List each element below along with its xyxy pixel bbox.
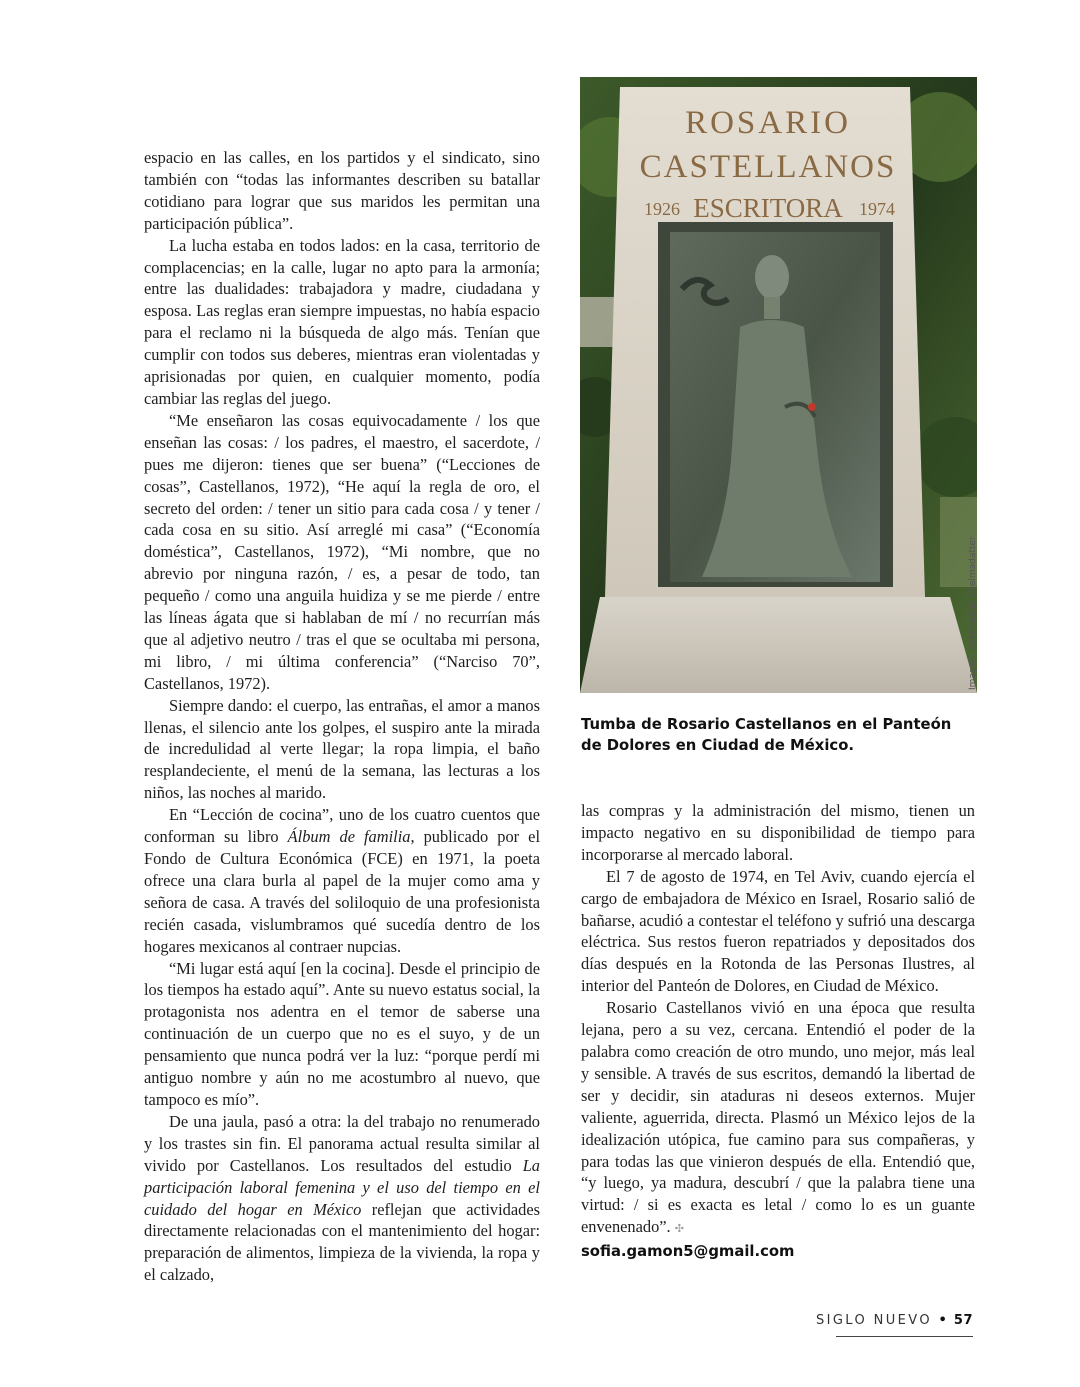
page-footer — [816, 1313, 973, 1328]
inscription-name-last: CASTELLANOS — [639, 149, 897, 185]
book-title: Álbum de familia — [287, 827, 411, 847]
inscription-year-death: 1974 — [859, 199, 895, 219]
paragraph: Siempre dando: el cuerpo, las entrañas, el amor a manos llenas, el silencio ante los golpes, el suspiro ante la mirada de incredulidad al verte llegar; la ropa limpia, el baño resplandeciente, el menú de la semana, las lecturas a los niños, las noches al marido. — [144, 695, 540, 803]
text-run: En “Lección de cocina”, uno de los cuatro cuentos que conforman su libro — [144, 805, 540, 847]
right-column — [581, 800, 975, 1263]
footer-divider — [836, 1336, 973, 1337]
paragraph: “Mi lugar está aquí [en la cocina]. Desde el principio de los tiempos ha estado aquí”. Ante su nuevo estatus social, la protagonista nos adentra en el temor de saberse una continuación de un cuerpo que no es el suyo, y de un pensamiento que nunca podrá ver la luz: “porque perdí mi antiguo nombre y aún no me acostumbro al nuevo, que tampoco es mío”. — [144, 958, 540, 1109]
text-run: De una jaula, pasó a otra: la del trabajo no renumerado y los trastes sin fin. El panorama actual resulta similar al vivido por Castellanos. Los resultados del estudio — [144, 1111, 540, 1175]
inscription-profession: ESCRITORA — [693, 193, 843, 223]
paragraph: espacio en las calles, en los partidos y el sindicato, sino también con “todas las informantes describen su batallar cotidiano para lograr que sus maridos les permitan una participación pública”. — [144, 148, 540, 233]
paragraph: las compras y la administración del mismo, tienen un impacto negativo en su disponibilidad de tiempo para incorporarse al mercado laboral. — [581, 801, 975, 864]
paragraph — [144, 1111, 540, 1286]
paragraph: “Me enseñaron las cosas equivocadamente / los que enseñan las cosas: / los padres, el maestro, el sacerdote, / pues me dijeron: tienes que ser buena” (“Lecciones de cosas”, Castellanos, 1972), “He aquí la regla de oro, el secreto del orden: / tener un sitio para cada cosa / y tener / cada cosa en su sitio. Así arreglé mi casa” (“Economía doméstica”, Castellanos, 1972), “Mi nombre, que no abrevio por ninguna razón, / es, a pesar de todo, tan pequeño / como una anguila huidiza y se me pierde / entre las líneas ágata que si hablaban de mí / no recurrían más que al adjetivo neutro / tras el que se ocultaba mi persona, mi libro, / mi última conferencia” (“Narciso 70”, Castellanos, 1972). — [144, 410, 540, 693]
study-title: La participación laboral femenina y el uso del tiempo en el cuidado del hogar en México — [144, 1155, 540, 1219]
inscription-name-first: ROSARIO — [685, 105, 851, 141]
paragraph: El 7 de agosto de 1974, en Tel Aviv, cuando ejercía el cargo de embajadora de México en Israel, Rosario salió de bañarse, acudió a contestar el teléfono y sufrió una descarga eléctrica. Sus restos fueron repatriados y depositados dos días después en la Rotonda de las Personas Ilustres, al interior del Panteón de Dolores, en Ciudad de México. — [581, 866, 975, 996]
left-column — [144, 147, 540, 1286]
tomb-photo — [580, 77, 977, 693]
text-run: , publicado por el Fondo de Cultura Económica (FCE) en 1971, la poeta ofrece una clara burla al papel de la mujer como ama y señora de casa. A través del soliloquio de una profesionista recién casada, vislumbramos qué sucedía dentro de los hogares mexicanos al contraer nupcias. — [144, 827, 540, 956]
text-run: Rosario Castellanos vivió en una época que resulta lejana, pero a su vez, cercana. Entendió el poder de la palabra como creación de otro mundo, uno mejor, más leal y sensible. A través de sus escritos, demandó la libertad de ser y decidir, sin ataduras ni deseos externos. Mujer valiente, aguerrida, directa. Plasmó un México lejos de la idealización utópica, fue camino para sus compañeras, y para todas las que vinieron después de ella. Entendió que, “y luego, ya madura, descubrí / que la palabra tiene una virtud: / si es exacta es letal / como lo es un guante envenenado”. — [581, 998, 975, 1237]
inscription-year-birth: 1926 — [644, 199, 680, 219]
paragraph: La lucha estaba en todos lados: en la casa, territorio de complacencias; en la calle, lugar no apto para la armonía; entre las dualidades: trabajadora y madre, ciudadana y esposa. Las reglas eran siempre impuestas, no había espacio para el reclamo ni la búsqueda de algo más. Tenían que cumplir con todos sus deberes, mientras eran violentadas y aprisionadas por quien, en cualquier momento, podía cambiar las reglas del juego. — [144, 235, 540, 408]
publication-name: SIGLO NUEVO — [815, 1313, 932, 1328]
page-number: 57 — [953, 1313, 973, 1328]
photo-credit: Imagen: Wikimedia/ Thelmadatter — [968, 536, 978, 690]
paragraph — [581, 997, 975, 1241]
photo-caption: Tumba de Rosario Castellanos en el Panteón de Dolores en Ciudad de México. — [581, 716, 952, 754]
text-run: reflejan que actividades directamente relacionadas con el mantenimiento del hogar: preparación de alimentos, limpieza de la vivienda, la ropa y el calzado, — [144, 1199, 540, 1285]
footer-separator: • — [938, 1313, 948, 1328]
paragraph — [144, 804, 540, 957]
end-mark-icon: ✣ — [674, 1223, 684, 1236]
author-email: sofia.gamon5@gmail.com — [581, 1243, 795, 1261]
